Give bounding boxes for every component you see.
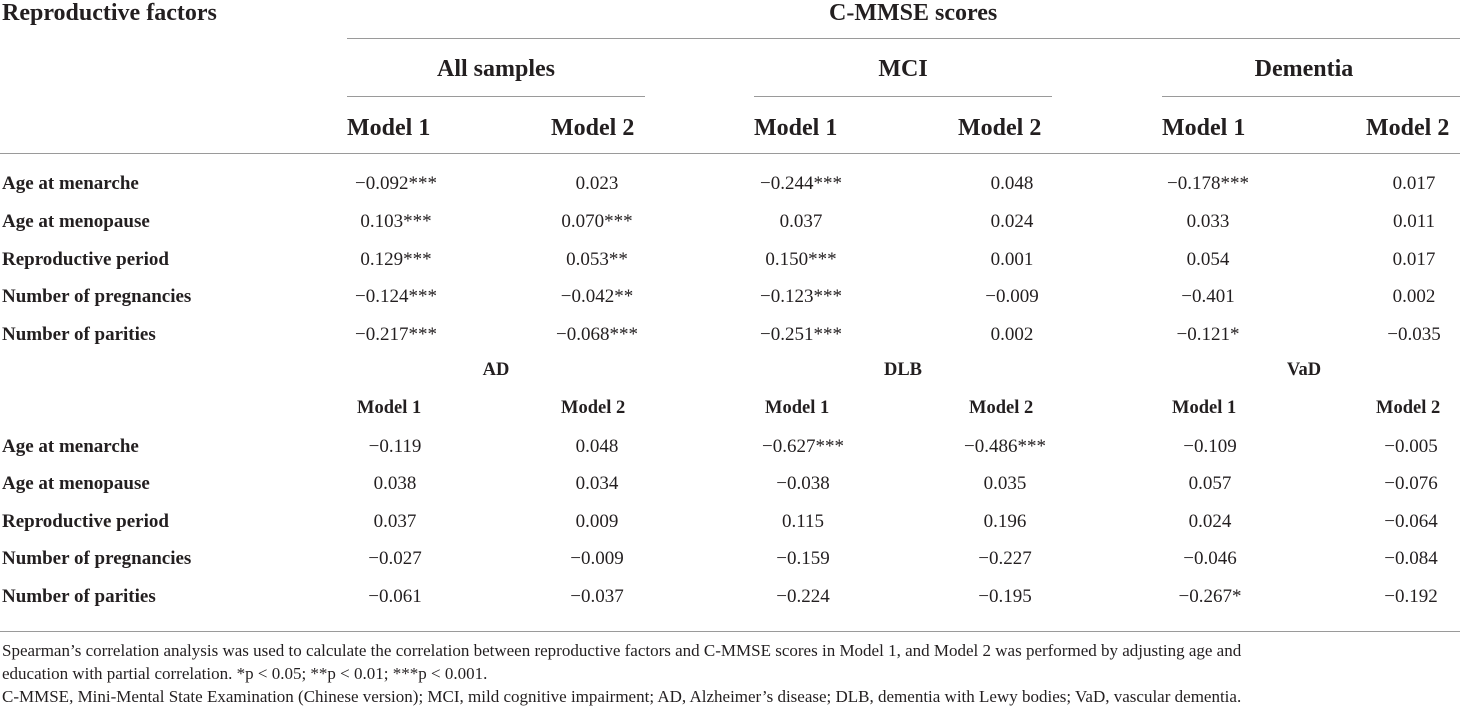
table-cell: −0.061 bbox=[368, 586, 422, 607]
group-label: All samples bbox=[436, 56, 555, 82]
table-cell: −0.037 bbox=[570, 586, 624, 607]
row-label: Number of pregnancies bbox=[2, 548, 192, 569]
table-cell: −0.123*** bbox=[760, 286, 842, 307]
table-cell: −0.267* bbox=[1178, 586, 1242, 607]
table-cell: −0.042** bbox=[560, 286, 634, 307]
table-cell: −0.627*** bbox=[762, 436, 844, 457]
footnote: C-MMSE, Mini-Mental State Examination (Chinese version); MCI, mild cognitive impairment; AD, Alzheimer’s disease; DLB, dementia with Lewy bodies; VaD, vascular dementia. bbox=[2, 687, 1242, 706]
row-label: Age at menarche bbox=[2, 173, 139, 194]
group-rule bbox=[1162, 96, 1460, 97]
group-label: AD bbox=[482, 360, 510, 380]
table-cell: −0.486*** bbox=[964, 436, 1046, 457]
table-cell: −0.084 bbox=[1384, 548, 1438, 569]
table-cell: −0.244*** bbox=[760, 173, 842, 194]
table-cell: −0.109 bbox=[1183, 436, 1237, 457]
score-title: C-MMSE scores bbox=[829, 0, 998, 26]
table-cell: −0.251*** bbox=[760, 324, 842, 345]
model-label: Model 2 bbox=[551, 115, 635, 141]
table-cell: 0.038 bbox=[373, 473, 417, 494]
table-cell: 0.103*** bbox=[360, 211, 432, 232]
table-cell: 0.009 bbox=[575, 511, 619, 532]
score-title-rule bbox=[347, 38, 1460, 39]
table-cell: 0.017 bbox=[1392, 173, 1436, 194]
row-header-label: Reproductive factors bbox=[2, 0, 217, 26]
table-cell: 0.115 bbox=[781, 511, 825, 532]
table-cell: −0.124*** bbox=[355, 286, 437, 307]
row-label: Age at menopause bbox=[2, 473, 150, 494]
group-label: Dementia bbox=[1254, 56, 1354, 82]
row-label: Number of pregnancies bbox=[2, 286, 192, 307]
table-cell: 0.011 bbox=[1392, 211, 1436, 232]
table-cell: 0.129*** bbox=[360, 249, 432, 270]
table-cell: 0.150*** bbox=[765, 249, 837, 270]
table-cell: 0.024 bbox=[1188, 511, 1232, 532]
group-rule bbox=[347, 96, 645, 97]
model-label: Model 2 bbox=[561, 398, 626, 418]
footnote: Spearman’s correlation analysis was used to calculate the correlation between reproductive factors and C-MMSE scores in Model 1, and Model 2 was performed by adjusting age and bbox=[2, 641, 1242, 660]
row-label: Age at menarche bbox=[2, 436, 139, 457]
table-cell: −0.119 bbox=[368, 436, 422, 457]
table-cell: −0.064 bbox=[1384, 511, 1438, 532]
table-cell: 0.017 bbox=[1392, 249, 1436, 270]
table-cell: −0.092*** bbox=[355, 173, 437, 194]
table-cell: −0.038 bbox=[776, 473, 830, 494]
table-cell: 0.002 bbox=[1392, 286, 1436, 307]
table-cell: 0.037 bbox=[373, 511, 417, 532]
table-cell: −0.217*** bbox=[355, 324, 437, 345]
table-cell: −0.009 bbox=[570, 548, 624, 569]
group-label: DLB bbox=[883, 360, 923, 380]
model-label: Model 2 bbox=[958, 115, 1042, 141]
table-cell: −0.195 bbox=[978, 586, 1032, 607]
table-cell: −0.035 bbox=[1387, 324, 1441, 345]
group-label: VaD bbox=[1286, 360, 1322, 380]
table-cell: −0.009 bbox=[985, 286, 1039, 307]
table-cell: 0.002 bbox=[990, 324, 1034, 345]
table-cell: 0.070*** bbox=[561, 211, 633, 232]
row-label: Age at menopause bbox=[2, 211, 150, 232]
table-cell: −0.227 bbox=[978, 548, 1032, 569]
table-cell: −0.192 bbox=[1384, 586, 1438, 607]
model-label: Model 2 bbox=[1376, 398, 1441, 418]
table-cell: 0.034 bbox=[575, 473, 619, 494]
table-cell: 0.048 bbox=[575, 436, 619, 457]
model-label: Model 1 bbox=[765, 398, 830, 418]
table-cell: −0.027 bbox=[368, 548, 422, 569]
row-label: Number of parities bbox=[2, 586, 156, 607]
row-label: Reproductive period bbox=[2, 249, 169, 270]
group-label: MCI bbox=[878, 56, 928, 82]
table-bottom-rule bbox=[0, 631, 1460, 632]
table-cell: −0.005 bbox=[1384, 436, 1438, 457]
model-label: Model 2 bbox=[969, 398, 1034, 418]
footnote: education with partial correlation. *p < 0.05; **p < 0.01; ***p < 0.001. bbox=[2, 664, 488, 683]
model-label: Model 1 bbox=[347, 115, 431, 141]
row-label: Reproductive period bbox=[2, 511, 169, 532]
header-rule bbox=[0, 153, 1460, 154]
model-label: Model 1 bbox=[357, 398, 422, 418]
table-cell: 0.196 bbox=[983, 511, 1027, 532]
table-cell: 0.024 bbox=[990, 211, 1034, 232]
model-label: Model 2 bbox=[1366, 115, 1450, 141]
table-cell: −0.046 bbox=[1183, 548, 1237, 569]
row-label: Number of parities bbox=[2, 324, 156, 345]
table-cell: 0.023 bbox=[575, 173, 619, 194]
table-cell: −0.121* bbox=[1176, 324, 1240, 345]
model-label: Model 1 bbox=[1162, 115, 1246, 141]
table-cell: −0.224 bbox=[776, 586, 830, 607]
table-cell: 0.053** bbox=[566, 249, 628, 270]
table-cell: 0.054 bbox=[1186, 249, 1230, 270]
model-label: Model 1 bbox=[754, 115, 838, 141]
table-cell: −0.401 bbox=[1181, 286, 1235, 307]
table-cell: 0.057 bbox=[1188, 473, 1232, 494]
table-cell: 0.033 bbox=[1186, 211, 1230, 232]
table-cell: −0.159 bbox=[776, 548, 830, 569]
table-cell: −0.068*** bbox=[556, 324, 638, 345]
model-label: Model 1 bbox=[1172, 398, 1237, 418]
table-cell: 0.035 bbox=[983, 473, 1027, 494]
table-cell: −0.178*** bbox=[1167, 173, 1249, 194]
table-cell: 0.037 bbox=[779, 211, 823, 232]
table-cell: 0.001 bbox=[990, 249, 1034, 270]
table-cell: 0.048 bbox=[990, 173, 1034, 194]
group-rule bbox=[754, 96, 1052, 97]
table-cell: −0.076 bbox=[1384, 473, 1438, 494]
